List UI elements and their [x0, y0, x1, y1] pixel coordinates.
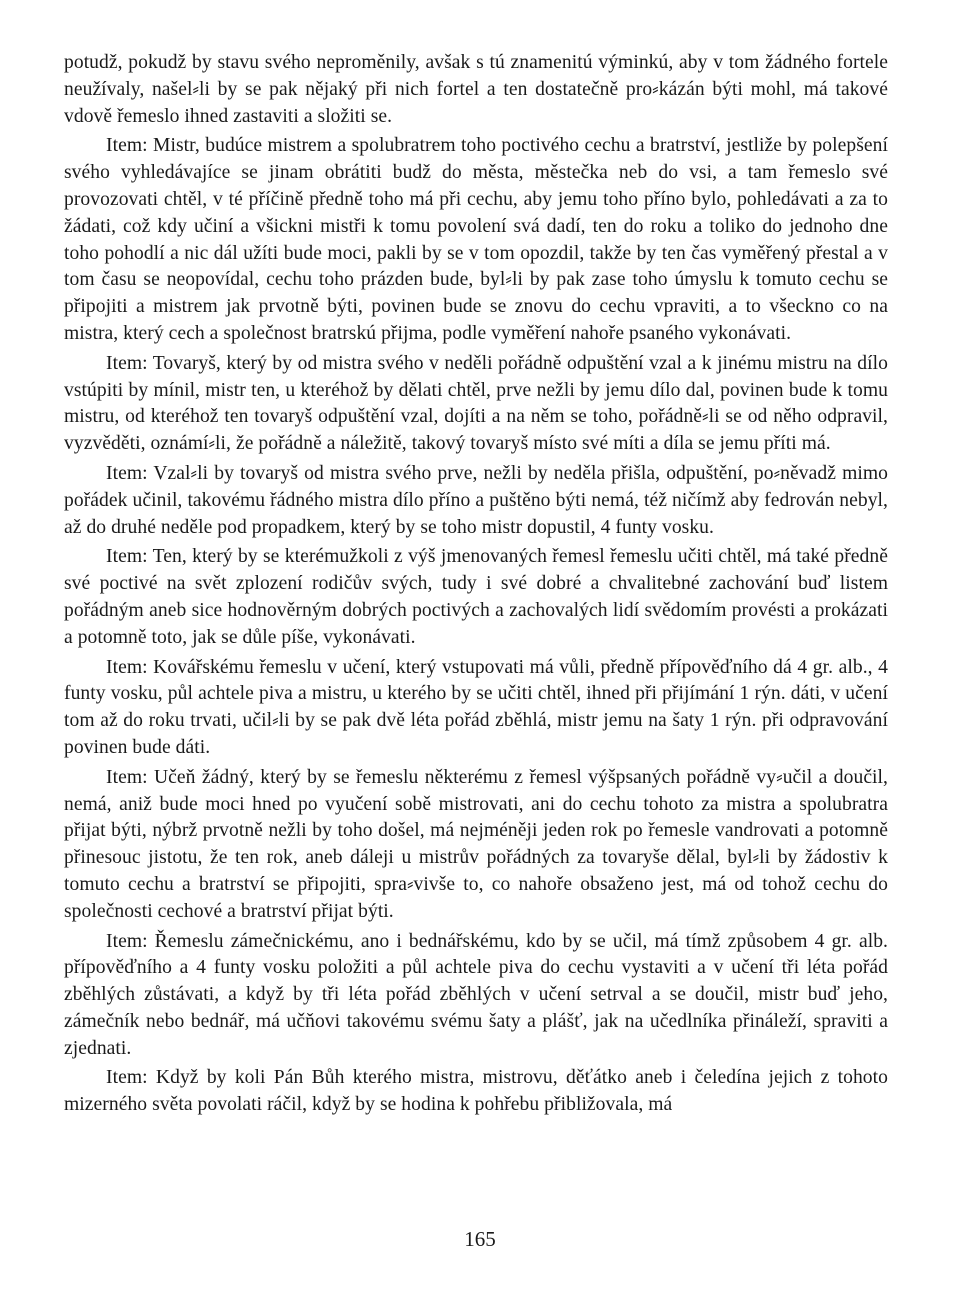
paragraph-item-pohreb: Item: Když by koli Pán Bůh kterého mistra, mistrovu, děťátko aneb i čeledína jejich z tohoto mizerného světa povolati ráčil, když by se hodina k pohřebu přibližovala, má	[64, 1067, 888, 1116]
paragraph-item-zamecnicke: Item: Řemeslu zámečnickému, ano i bednářskému, kdo by se učil, má tímž způsobem 4 gr. alb. přípověďního a 4 funty vosku položiti a půl achtele piva do cechu vystaviti a v učení tři léta pořád zběhlých zůstávati, a když by tři léta pořád zběhlých v učení setrval a se doučil, mistr buď jeho, zámečník nebo bednář, má učňovi takovému svému šaty a plášť, jak na učedlníka přináleží, spraviti a zjednati.	[64, 930, 888, 1059]
paragraph-item-kovarske: Item: Kovářskému řemeslu v učení, který vstupovati má vůli, předně přípověďního dá 4 gr. alb., 4 funty vosku, půl achtele piva a mistru, u kterého by se učiti chtěl, ihned při přijímání 1 rýn. dáti, v učení tom až do roku trvati, učil⸗li by se pak dvě léta pořád zběhlá, mistr jemu na šaty 1 rýn. při odpravování povinen bude dáti.	[64, 656, 888, 758]
page-number: 165	[464, 1227, 496, 1251]
paragraph-item-tovarys: Item: Tovaryš, který by od mistra svého v neděli pořádně odpuštění vzal a k jinému mistru na dílo vstúpiti by mínil, mistr ten, u kteréhož by dělati chtěl, prve nežli by jemu dílo dal, povinen bude k tomu mistru, od kteréhož ten tovaryš odpuštění vzal, dojíti a na něm se toho, pořádně⸗li se od něho odpravil, vyzvěděti, oznámí⸗li, že pořádně a náležitě, takový tovaryš místo své míti a díla se jemu příti má.	[64, 352, 888, 455]
paragraph-continuation: potudž, pokudž by stavu svého neproměnily, avšak s tú znamenitú výminkú, aby v tom žádného fortele neužívaly, našel⸗li by se pak nějaký při nich fortel a ten dostatečně pro⸗kázán býti mohl, má takové vdově řemeslo ihned zastaviti a složiti se.	[64, 52, 888, 127]
document-page	[64, 50, 888, 1122]
paragraph-item-mistr: Item: Mistr, budúce mistrem a spolubratrem toho poctivého cechu a bratrství, jestliže by polepšení svého vyhledávajíce se jinam obrátiti budž do města, městečka neb do vsi, a tam řemeslo své provozovati chtěl, v té příčině předně toho má při cechu, aby jemu toho příno bylo, pohledávati a za to žádati, což kdy učiní a všickni mistři k tomu povolení svá dadí, ten do roku a toliko do jednoho dne toho pohodlí a nic dál užíti bude moci, pakli by se v tom opozdil, takže by ten čas vyměřený přestal a v tom času se neopovídal, cechu toho prázden bude, byl⸗li by pak zase toho úmyslu k tomuto cechu se připojiti a mistrem jak prvotně býti, povinen bude se znovu do cechu vpraviti, a to všeckno co na mistra, který cech a společnost bratrskú přijma, podle vyměření nahoře psaného vykonávati.	[64, 135, 888, 344]
paragraph-item-vzal: Item: Vzal⸗li by tovaryš od mistra svého prve, nežli by neděla přišla, odpuštění, po⸗něvadž mimo pořádek učinil, takovému řádného mistra dílo příno a puštěno býti nemá, též ničímž aby fedrován nebyl, až do druhé neděle pod propadkem, který by se toho mistr dopustil, 4 funty vosku.	[64, 462, 888, 538]
paragraph-item-ucit: Item: Ten, který by se kterémužkoli z výš jmenovaných řemesl řemeslu učiti chtěl, má také předně své poctivé na svět zplození rodičův svých, tudy i své dobré a chvalitebné zachování buď listem pořádným aneb sice hodnověrným dobrých poctivých a zachovalých lidí svědomím provésti a prokázati a potomně toto, jak se důle píše, vykonávati.	[64, 546, 888, 648]
paragraph-item-ucen: Item: Učeň žádný, který by se řemeslu některému z řemesl výšpsaných pořádně vy⸗učil a doučil, nemá, aniž bude moci hned po vyučení sobě mistrovati, ani do cechu tohoto za mistra a spolubratra přijat býti, nýbrž prvotně nežli by toho došel, má nejméněji jeden rok po řemesle vandrovati a potomně přinesouc jistotu, že ten rok, aneb dáleji u mistrův pořádných za tovaryše dělal, byl⸗li by žádostiv k tomuto cechu a bratrství se připojiti, spra⸗vivše to, co nahoře obsaženo jest, má od tohož cechu do společnosti cechové a bratrství přijat býti.	[64, 766, 888, 922]
